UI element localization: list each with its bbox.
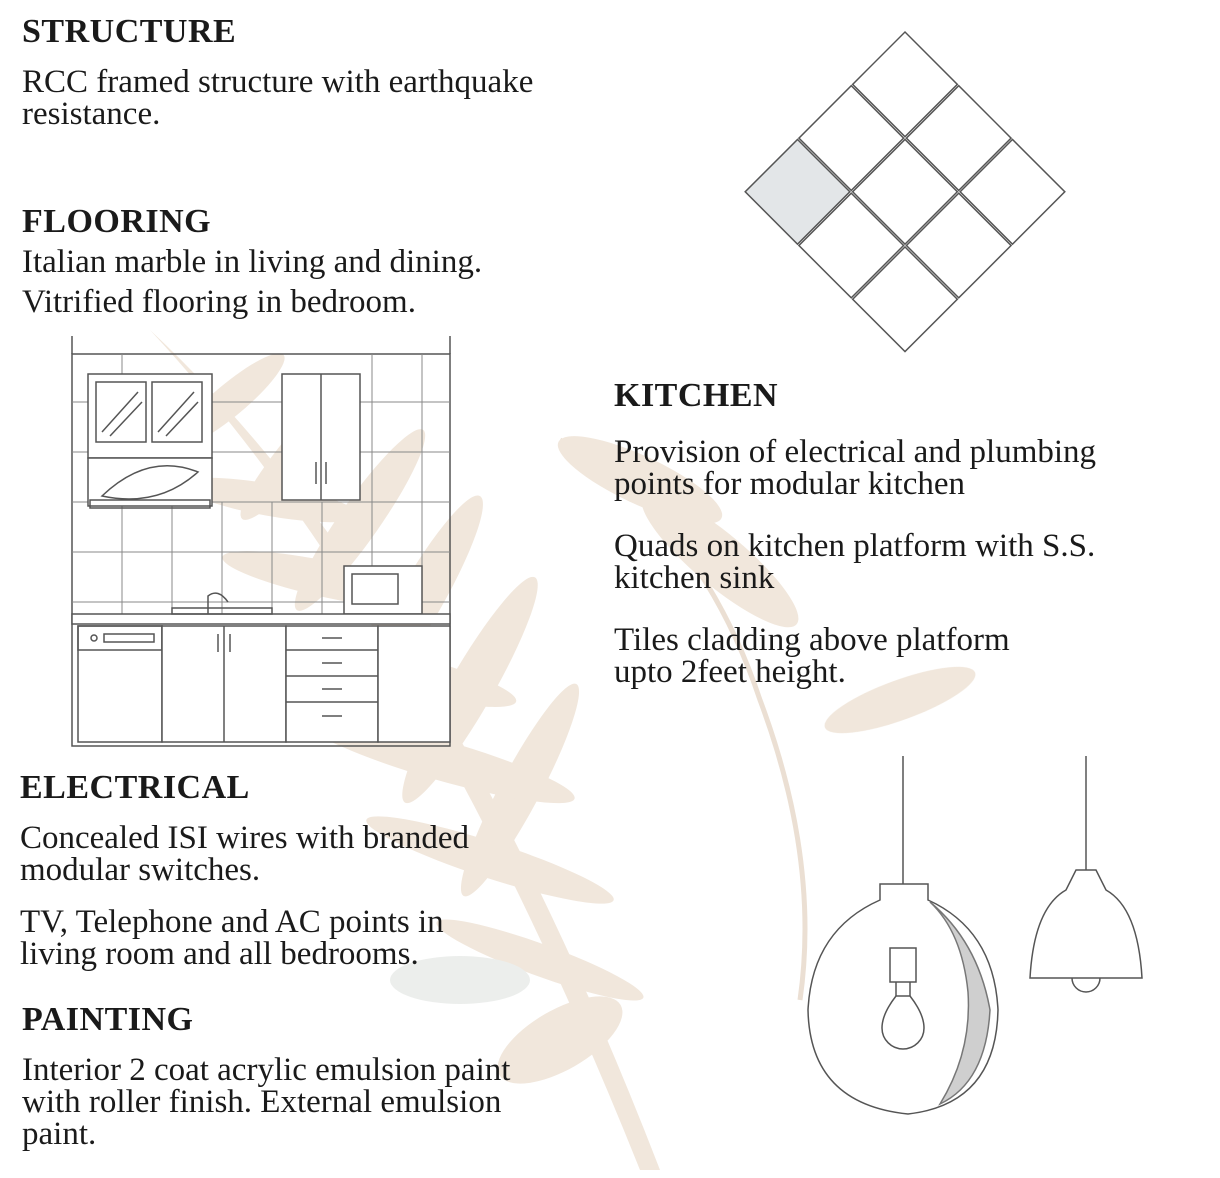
- kitchen-p1-line-1: Provision of electrical and plumbing: [614, 434, 1097, 470]
- painting-line-2: with roller finish. External emulsion: [22, 1084, 502, 1120]
- pendant-lamps-illustration: [800, 752, 1160, 1122]
- electrical-section: [20, 768, 620, 970]
- kitchen-p2-line-1: Quads on kitchen platform with S.S.: [614, 528, 1096, 564]
- kitchen-p2-line-2: kitchen sink: [614, 560, 775, 596]
- electrical-p2-line-2: living room and all bedrooms.: [20, 936, 419, 972]
- flooring-heading: FLOORING: [22, 203, 212, 240]
- electrical-p1-line-2: modular switches.: [20, 852, 261, 888]
- electrical-heading: ELECTRICAL: [20, 769, 250, 806]
- structure-section: [22, 12, 662, 130]
- painting-line-1: Interior 2 coat acrylic emulsion paint: [22, 1052, 511, 1088]
- kitchen-p1-line-2: points for modular kitchen: [614, 466, 966, 502]
- flooring-line-1: Italian marble in living and dining.: [22, 244, 483, 280]
- structure-line-2: resistance.: [22, 96, 161, 132]
- structure-heading: STRUCTURE: [22, 13, 237, 50]
- kitchen-heading: KITCHEN: [614, 377, 779, 414]
- kitchen-p3-line-2: upto 2feet height.: [614, 654, 846, 690]
- painting-section: [22, 1000, 642, 1150]
- structure-line-1: RCC framed structure with earthquake: [22, 64, 534, 100]
- flooring-section: [22, 202, 662, 322]
- flooring-line-2: Vitrified flooring in bedroom.: [22, 284, 416, 320]
- electrical-p2-line-1: TV, Telephone and AC points in: [20, 904, 444, 940]
- painting-heading: PAINTING: [22, 1001, 194, 1038]
- painting-line-3: paint.: [22, 1116, 97, 1152]
- kitchen-p3-line-1: Tiles cladding above platform: [614, 622, 1010, 658]
- tile-pattern-illustration: [740, 24, 1070, 354]
- kitchen-section: [614, 376, 1204, 688]
- kitchen-illustration: [68, 332, 456, 750]
- electrical-p1-line-1: Concealed ISI wires with branded: [20, 820, 470, 856]
